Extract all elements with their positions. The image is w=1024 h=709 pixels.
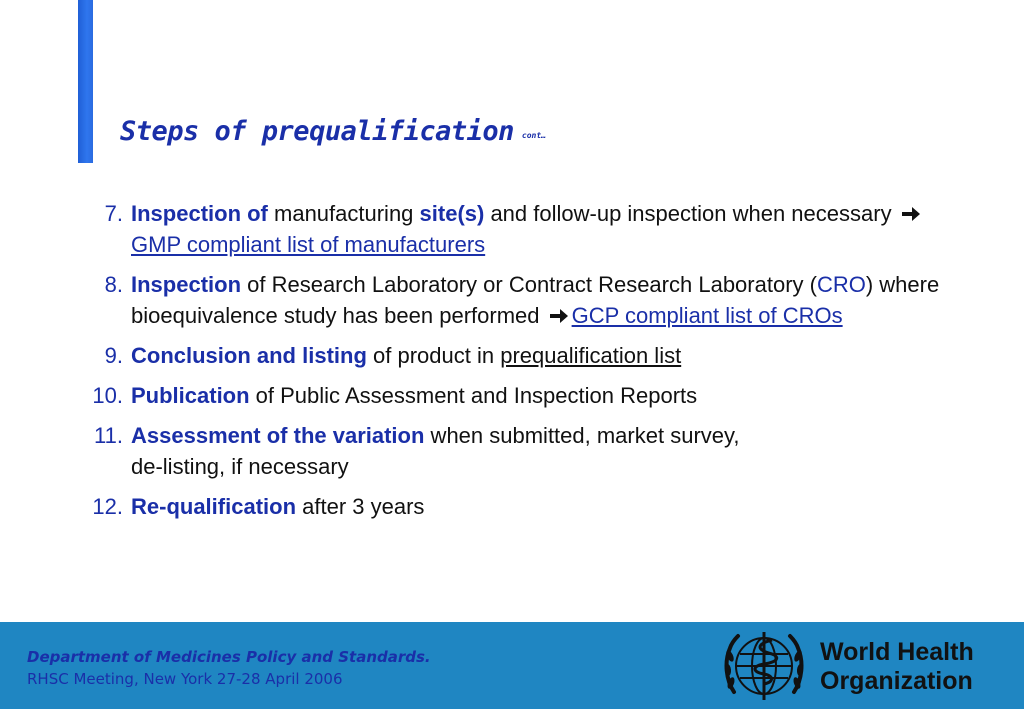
step-item-8 (0, 269, 1024, 331)
step-text-2: and follow-up inspection when necessary (484, 201, 898, 226)
step-text: manufacturing (267, 201, 420, 226)
step-text: of Research Laboratory or Contract Research Laboratory ( (241, 272, 817, 297)
slide-title-suffix: cont… (521, 131, 546, 140)
step-number: 7. (104, 201, 123, 226)
footer-meeting: RHSC Meeting, New York 27-28 April 2006 (27, 670, 343, 688)
step-term: Conclusion and listing (131, 343, 367, 368)
footer-bar (0, 622, 1024, 709)
step-term-secondary: site(s) (419, 201, 485, 226)
step-number: 10. (92, 383, 123, 408)
who-logo-text (820, 638, 974, 696)
right-arrow-icon (902, 198, 920, 229)
step-item-9 (0, 340, 1024, 371)
step-term: Re-qualification (131, 494, 297, 519)
right-arrow-icon (550, 300, 568, 331)
step-number: 11. (94, 423, 123, 448)
step-item-12 (0, 491, 1024, 522)
who-logo-line2: Organization (820, 667, 973, 695)
step-item-11 (0, 420, 1024, 482)
slide-title-text: Steps of prequalification (120, 116, 514, 147)
step-term: Assessment of the variation (131, 423, 425, 448)
step-term: Publication (131, 383, 250, 408)
footer-department: Department of Medicines Policy and Standards. (27, 648, 431, 666)
steps-list (0, 198, 1024, 531)
slide-title (120, 116, 546, 147)
step-text: when submitted, market survey, (424, 423, 740, 448)
step-text: of product in (366, 343, 501, 368)
cro-abbreviation: CRO (816, 272, 866, 297)
step-item-10 (0, 380, 1024, 411)
step-number: 12. (92, 494, 123, 519)
gcp-list-link[interactable]: GCP compliant list of CROs (571, 303, 843, 328)
who-logo-line1: World Health (820, 638, 974, 666)
step-term: Inspection (131, 272, 242, 297)
step-item-7 (0, 198, 1024, 260)
step-text: after 3 years (296, 494, 425, 519)
step-number: 8. (104, 272, 123, 297)
step-term: Inspection of (131, 201, 268, 226)
prequalification-list-link[interactable]: prequalification list (500, 343, 682, 368)
gmp-list-link[interactable]: GMP compliant list of manufacturers (131, 232, 486, 257)
step-text-2: ) where bioequivalence study has been performed (131, 272, 940, 328)
step-text-2: de-listing, if necessary (131, 454, 349, 479)
who-emblem-icon (718, 626, 810, 706)
step-text: of Public Assessment and Inspection Reports (249, 383, 698, 408)
step-number: 9. (104, 343, 123, 368)
title-accent-bar (78, 0, 93, 163)
